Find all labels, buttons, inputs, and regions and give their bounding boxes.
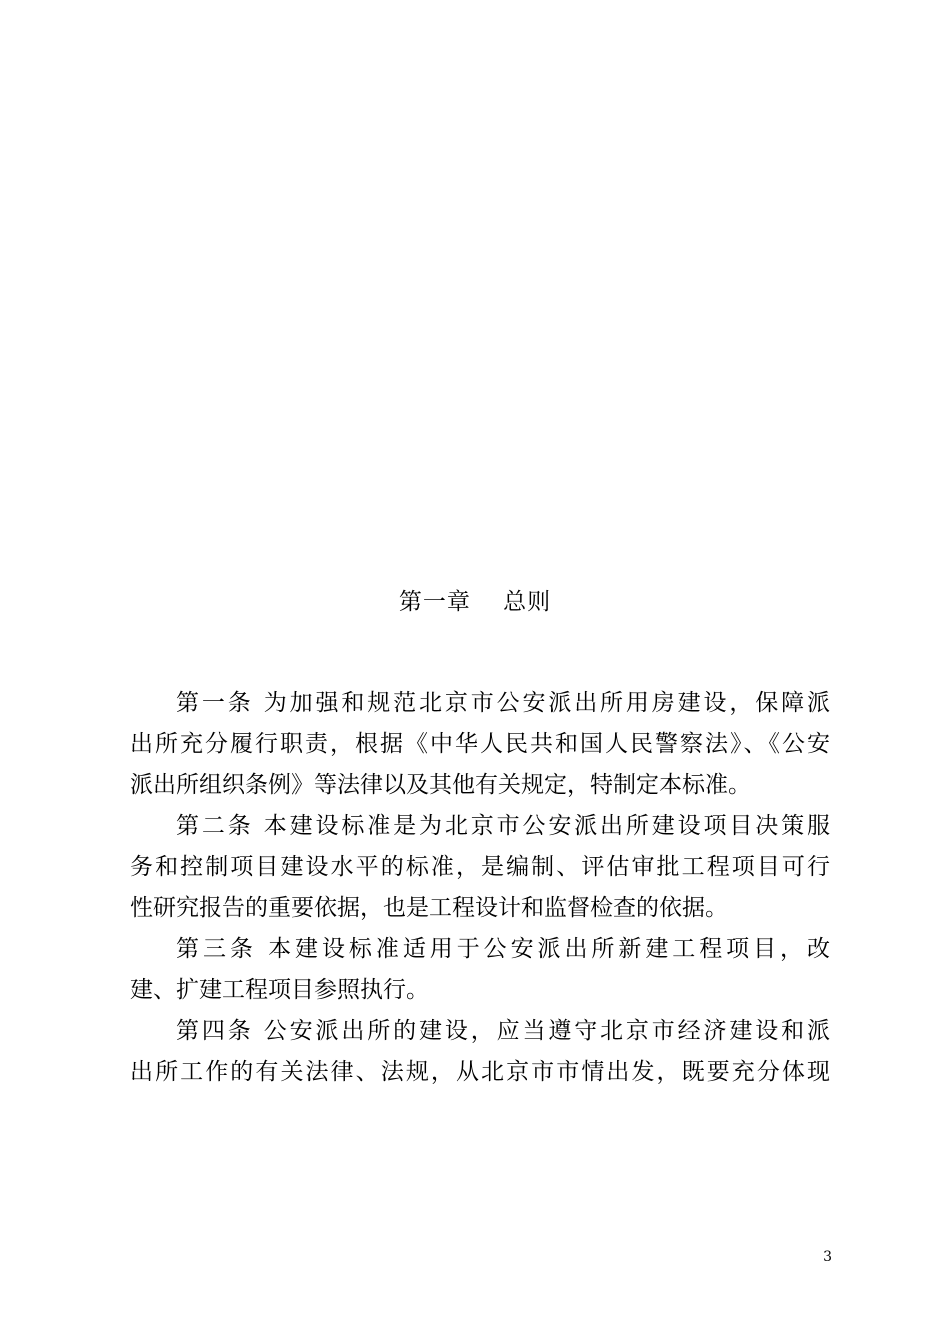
article-2-line-2: 务和控制项目建设水平的标准，是编制、评估审批工程项目可行 [130,854,830,880]
article-2-line-1: 第二条 本建设标准是为北京市公安派出所建设项目决策服 [176,813,830,839]
article-1-line-1: 第一条 为加强和规范北京市公安派出所用房建设，保障派 [176,690,830,716]
article-1 [130,683,830,806]
page-number: 3 [823,1249,832,1265]
article-4-line-1: 第四条 公安派出所的建设，应当遵守北京市经济建设和派 [176,1018,830,1044]
article-3-line-1: 第三条 本建设标准适用于公安派出所新建工程项目，改 [176,936,830,962]
document-body [130,683,830,1093]
article-4-line-2: 出所工作的有关法律、法规，从北京市市情出发，既要充分体现 [130,1059,830,1085]
article-1-line-3: 派出所组织条例》等法律以及其他有关规定，特制定本标准。 [130,772,751,798]
article-2-line-3: 性研究报告的重要依据，也是工程设计和监督检查的依据。 [130,895,728,921]
article-1-line-2: 出所充分履行职责，根据《中华人民共和国人民警察法》、《公安 [130,731,830,757]
article-3-line-2: 建、扩建工程项目参照执行。 [130,977,429,1003]
article-3 [130,929,830,1011]
article-2 [130,806,830,929]
chapter-title: 第一章 总则 [398,589,552,615]
article-4 [130,1011,830,1093]
